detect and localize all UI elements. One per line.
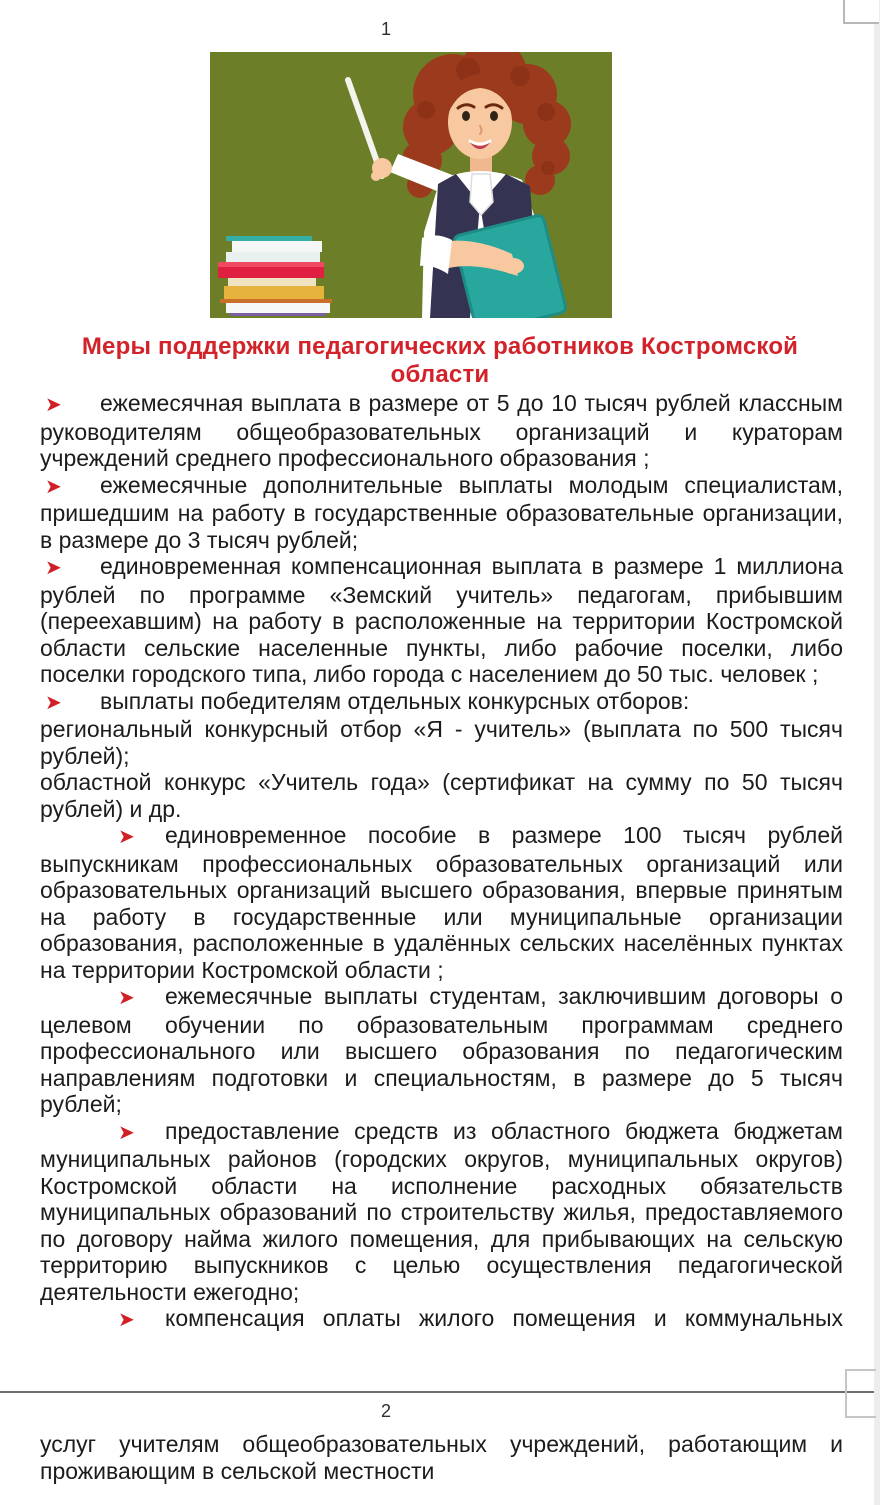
- page-break-line: [0, 1391, 880, 1393]
- paragraph-text: региональный конкурсный отбор «Я - учитель» (выплата по 500 тысяч рублей);: [40, 716, 843, 769]
- arrow-bullet-icon: ➤: [118, 826, 135, 848]
- book-stack: [218, 236, 332, 316]
- arrow-bullet-icon: ➤: [118, 1121, 135, 1144]
- paragraph-text: единовременное пособие в размере 100 тысяч рублей выпускникам профессиональных образовательных организаций или образовательных организаций высшего образования, впервые принятым на работу в государственные или муниципальные организации образования, расположенные в удалённых сельских населённых пунктах на территории Костромской области ;: [40, 822, 843, 983]
- paragraph-text: компенсация оплаты жилого помещения и коммунальных: [165, 1305, 843, 1331]
- page2-body: [40, 1431, 843, 1484]
- bullet-paragraph: [40, 390, 843, 472]
- arrow-bullet-icon: ➤: [45, 394, 62, 416]
- paragraph-text: выплаты победителям отдельных конкурсных отборов:: [100, 687, 690, 714]
- arrow-bullet-icon: ➤: [118, 1309, 135, 1331]
- bullet-paragraph: [40, 553, 843, 688]
- page1-body: [40, 390, 843, 1334]
- paragraph-text: проживающим в сельской местности: [40, 1457, 435, 1484]
- bullet-paragraph: [40, 822, 843, 983]
- page-number-1: 1: [380, 19, 391, 39]
- paragraph-text: услуг учителям общеобразовательных учреждений, работающим и: [40, 1431, 843, 1457]
- page-edge-strip: [874, 0, 880, 1505]
- bullet-paragraph: [40, 472, 843, 554]
- paragraph-text: областной конкурс «Учитель года» (сертификат на сумму по 50 тысяч рублей) и др.: [40, 769, 843, 822]
- bullet-paragraph: [40, 983, 843, 1118]
- page-corner-marker: [843, 0, 879, 24]
- document-title: Меры поддержки педагогических работников Костромской области: [81, 333, 799, 388]
- bullet-paragraph: [40, 1118, 843, 1306]
- page-number-2: 2: [380, 1401, 391, 1421]
- arrow-bullet-icon: ➤: [45, 475, 62, 498]
- paragraph-text: ежемесячные выплаты студентам, заключившим договоры о целевом обучении по образовательным программам среднего профессионального или высшего образования по педагогическим направлениям подготовки и специальностям, в размере до 5 тысяч рублей;: [40, 983, 843, 1117]
- arrow-bullet-icon: ➤: [45, 557, 62, 579]
- plain-paragraph: [40, 769, 843, 822]
- paragraph-text: предоставление средств из областного бюджета бюджетам муниципальных районов (городских округов, муниципальных округов) Костромской области на исполнение расходных обязательств муниципальных образований по строительству жилья, предоставляемого по договору найма жилого помещения, для прибывающих на сельскую территорию выпускников с целью осуществления педагогической деятельности ежегодно;: [40, 1117, 843, 1305]
- bullet-paragraph: [40, 1305, 843, 1334]
- page-edge-bracket: [845, 1416, 876, 1418]
- bullet-paragraph: [40, 688, 843, 717]
- plain-paragraph: [40, 716, 843, 769]
- page-edge-bracket: [845, 1369, 847, 1418]
- teacher-illustration: [210, 52, 612, 318]
- page-edge-bracket: [845, 1369, 876, 1371]
- arrow-bullet-icon: ➤: [45, 691, 62, 714]
- paragraph-text: единовременная компенсационная выплата в размере 1 миллиона рублей по программе «Земский учитель» педагогам, прибывшим (переехавшим) на работу в расположенные на территории Костромской области сельские населенные пункты, либо рабочие поселки, либо поселки городского типа, либо города с населением до 50 тыс. человек ;: [40, 553, 843, 687]
- teacher-pointing-image: [210, 52, 612, 318]
- paragraph-text: ежемесячная выплата в размере от 5 до 10 тысяч рублей классным руководителям общеобразовательных организаций и кураторам учреждений среднего профессионального образования ;: [40, 390, 843, 471]
- arrow-bullet-icon: ➤: [118, 987, 135, 1009]
- paragraph-text: ежемесячные дополнительные выплаты молодым специалистам, пришедшим на работу в государственные образовательные организации, в размере до 3 тысяч рублей;: [40, 471, 843, 553]
